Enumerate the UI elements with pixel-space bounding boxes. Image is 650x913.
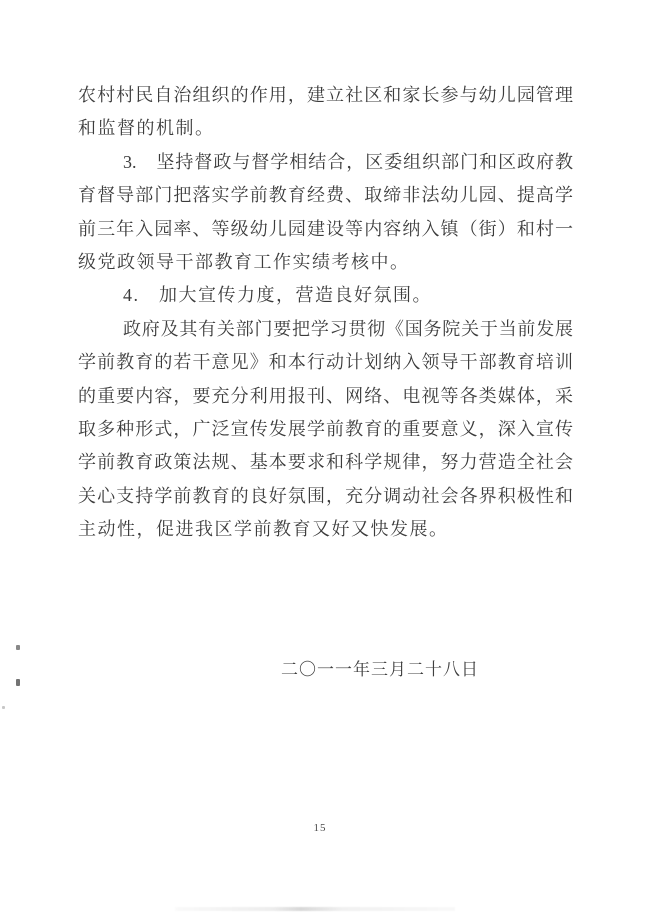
text-line: 育督导部门把落实学前教育经费、取缔非法幼儿园、提高学 [78,185,573,206]
text-line: 学前教育的若干意见》和本行动计划纳入领导干部教育培训 [78,352,573,373]
text-line: 学前教育政策法规、基本要求和科学规律，努力营造全社会 [78,452,573,473]
scan-speck [2,706,5,709]
paragraph [78,146,573,280]
closing-date: 二〇一一年三月二十八日 [281,660,479,679]
paragraph [78,279,573,312]
text-line: 前三年入园率、等级幼儿园建设等内容纳入镇（街）和村一 [78,218,573,239]
text-line: 3. 坚持督政与督学相结合，区委组织部门和区政府教 [123,151,573,172]
document-body [78,79,573,546]
page-number: 15 [313,822,327,834]
text-line: 4. 加大宣传力度，营造良好氛围。 [123,285,432,306]
paragraph [78,313,573,547]
text-line: 主动性，促进我区学前教育又好又快发展。 [78,519,449,540]
text-line: 级党政领导干部教育工作实绩考核中。 [78,251,410,272]
text-line: 政府及其有关部门要把学习贯彻《国务院关于当前发展 [123,318,573,339]
text-line: 和监督的机制。 [78,118,215,139]
text-line: 的重要内容，要充分利用报刊、网络、电视等各类媒体，采 [78,385,573,406]
scan-speck [16,679,20,686]
paragraph [78,79,573,146]
scan-smudge-bottom [175,907,455,911]
scan-speck [16,645,20,650]
text-line: 农村村民自治组织的作用，建立社区和家长参与幼儿园管理 [78,85,573,105]
text-line: 取多种形式，广泛宣传发展学前教育的重要意义，深入宣传 [78,418,573,439]
text-line: 关心支持学前教育的良好氛围，充分调动社会各界积极性和 [78,485,573,506]
